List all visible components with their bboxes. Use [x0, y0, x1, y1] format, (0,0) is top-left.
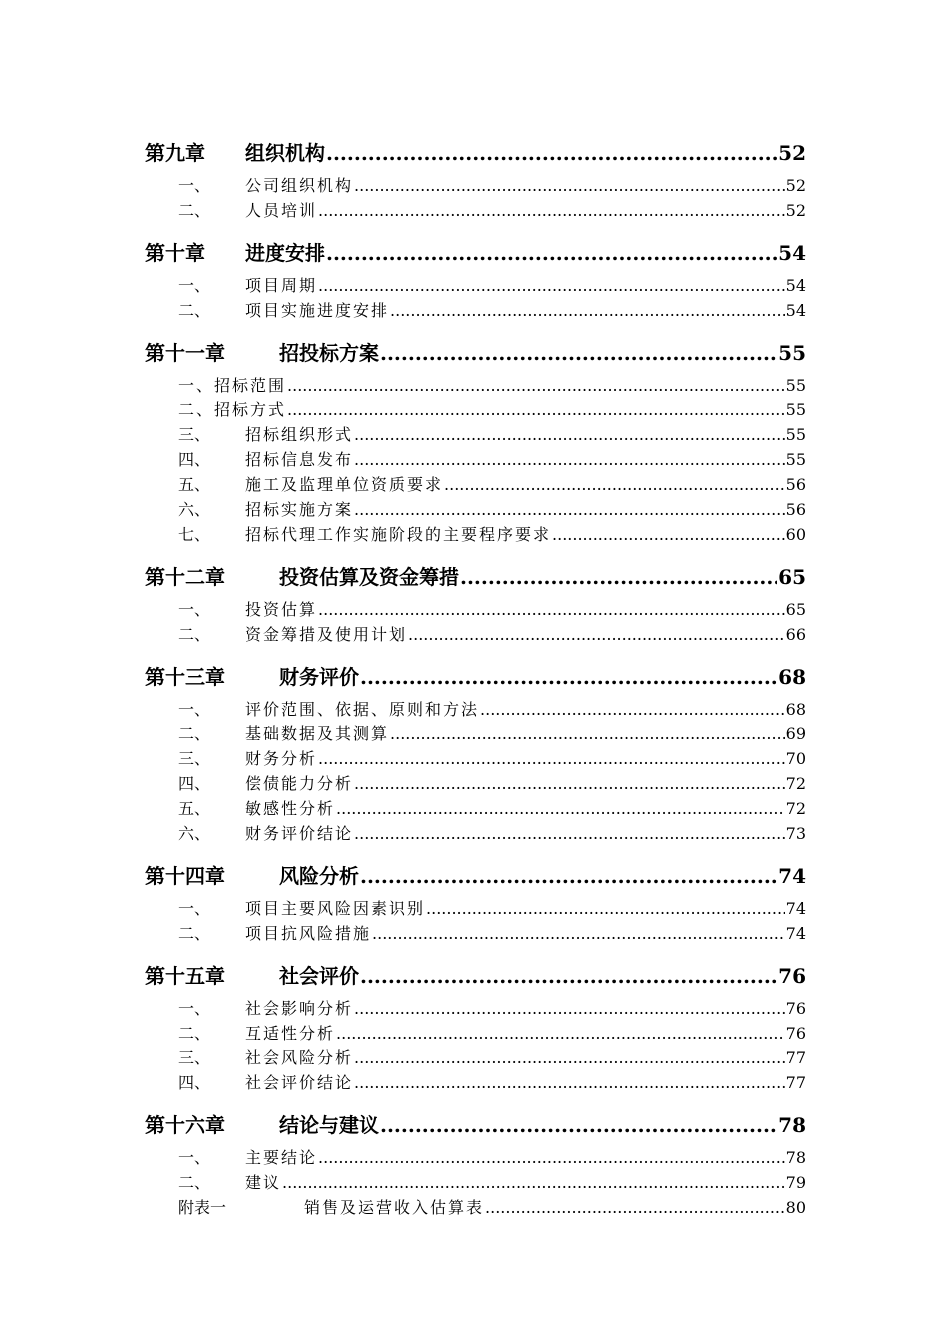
toc-entry-title: 进度安排 — [245, 240, 325, 265]
toc-entry-title: 项目实施进度安排 — [245, 300, 390, 320]
toc-section-entry[interactable] — [145, 199, 806, 224]
chapter-spacer — [145, 847, 806, 853]
toc-page-number: 72 — [785, 774, 806, 794]
toc-section-entry[interactable] — [145, 997, 806, 1022]
toc-entry-number: 四、 — [178, 1073, 211, 1093]
toc-entry-number: 三、 — [178, 1048, 211, 1068]
toc-entry-title: 投资估算及资金筹措 — [279, 564, 459, 589]
toc-entry-number: 三、 — [178, 749, 211, 769]
toc-page-number: 74 — [778, 863, 806, 888]
toc-entry-title: 财务评价 — [279, 664, 359, 689]
toc-dot-leader — [380, 332, 777, 374]
toc-page-number: 78 — [785, 1148, 806, 1168]
toc-page-number: 56 — [785, 500, 806, 520]
toc-dot-leader — [390, 299, 785, 324]
toc-entry-number: 一、 — [178, 1148, 211, 1168]
toc-dot-leader — [354, 1046, 785, 1071]
toc-section-entry[interactable] — [145, 897, 806, 922]
toc-page-number: 55 — [778, 340, 806, 365]
toc-dot-leader — [390, 722, 785, 747]
toc-section-entry[interactable] — [145, 448, 806, 473]
toc-page-number: 52 — [785, 176, 806, 195]
toc-section-entry[interactable] — [145, 423, 806, 448]
toc-dot-leader — [552, 523, 785, 548]
toc-entry-title: 项目抗风险措施 — [245, 923, 372, 943]
toc-page-number: 77 — [785, 1073, 806, 1093]
toc-entry-title: 评价范围、依据、原则和方法 — [245, 699, 480, 719]
toc-dot-leader — [354, 498, 785, 523]
toc-page-number: 73 — [785, 824, 806, 844]
toc-dot-leader — [354, 822, 785, 847]
toc-section-entry[interactable] — [145, 174, 806, 199]
toc-entry-title: 公司组织机构 — [245, 176, 354, 195]
toc-entry-number: 四、 — [178, 450, 211, 470]
toc-page-number: 52 — [785, 200, 806, 220]
toc-entry-title: 社会影响分析 — [245, 998, 354, 1018]
toc-section-entry[interactable] — [145, 1071, 806, 1096]
toc-page-number: 79 — [785, 1173, 806, 1193]
toc-section-entry[interactable] — [145, 922, 806, 947]
toc-dot-leader — [460, 556, 777, 598]
toc-entry-number: 二、 — [178, 400, 215, 420]
toc-dot-leader — [354, 448, 785, 473]
toc-entry-title: 招标实施方案 — [245, 500, 354, 520]
toc-entry-number: 二、 — [178, 923, 211, 943]
toc-appendix-entry[interactable] — [145, 1196, 806, 1221]
toc-page-number: 54 — [785, 300, 806, 320]
toc-entry-title: 招标方式 — [214, 400, 287, 420]
toc-entry-number: 二、 — [178, 200, 211, 220]
toc-entry-title: 招投标方案 — [279, 340, 379, 365]
toc-entry-number: 二、 — [178, 1023, 211, 1043]
toc-page-number: 55 — [785, 450, 806, 470]
toc-page-number: 76 — [785, 998, 806, 1018]
toc-dot-leader — [408, 623, 785, 648]
toc-page-number: 70 — [785, 749, 806, 769]
toc-dot-leader — [360, 656, 777, 698]
toc-dot-leader — [480, 698, 785, 723]
toc-dot-leader — [354, 1071, 785, 1096]
toc-chapter-entry[interactable] — [145, 1104, 806, 1146]
toc-dot-leader — [326, 232, 777, 274]
toc-dot-leader — [426, 897, 785, 922]
toc-entry-number: 一、 — [178, 375, 215, 395]
toc-dot-leader — [318, 274, 785, 299]
toc-entry-title: 招标信息发布 — [245, 450, 354, 470]
toc-section-entry[interactable] — [145, 1022, 806, 1047]
toc-section-entry[interactable] — [145, 598, 806, 623]
toc-entry-title: 敏感性分析 — [245, 799, 336, 819]
toc-section-entry[interactable] — [145, 274, 806, 299]
toc-entry-title: 社会风险分析 — [245, 1048, 354, 1068]
toc-chapter-entry[interactable] — [145, 955, 806, 997]
toc-dot-leader — [380, 1104, 777, 1146]
toc-entry-number: 第十四章 — [145, 863, 225, 888]
toc-entry-title: 招标范围 — [214, 375, 287, 395]
toc-page-number: 56 — [785, 475, 806, 495]
toc-dot-leader — [318, 747, 785, 772]
toc-entry-title: 财务分析 — [245, 749, 318, 769]
toc-entry-number: 第十三章 — [145, 664, 225, 689]
toc-dot-leader — [336, 797, 785, 822]
toc-page-number: 54 — [785, 275, 806, 295]
toc-section-entry[interactable] — [145, 498, 806, 523]
toc-section-entry[interactable] — [145, 1146, 806, 1171]
toc-page-number: 80 — [785, 1198, 806, 1218]
toc-entry-number: 第十二章 — [145, 564, 225, 589]
toc-dot-leader — [372, 922, 785, 947]
toc-dot-leader — [336, 1022, 785, 1047]
toc-dot-leader — [282, 1171, 785, 1196]
toc-page-number: 52 — [778, 141, 806, 165]
toc-entry-number: 三、 — [178, 425, 211, 445]
chapter-spacer — [145, 324, 806, 330]
toc-entry-number: 附表一 — [178, 1198, 227, 1218]
toc-dot-leader — [287, 398, 785, 423]
toc-entry-number: 五、 — [178, 475, 211, 495]
toc-section-entry[interactable] — [145, 722, 806, 747]
toc-page-number: 76 — [778, 963, 806, 988]
toc-entry-title: 施工及监理单位资质要求 — [245, 475, 444, 495]
toc-section-entry[interactable] — [145, 374, 806, 399]
toc-dot-leader — [318, 199, 785, 224]
toc-entry-number: 一、 — [178, 998, 211, 1018]
toc-section-entry[interactable] — [145, 1046, 806, 1071]
toc-section-entry[interactable] — [145, 698, 806, 723]
toc-chapter-entry[interactable] — [145, 332, 806, 374]
chapter-spacer — [145, 548, 806, 554]
toc-entry-number: 二、 — [178, 624, 211, 644]
toc-page-number: 66 — [785, 624, 806, 644]
toc-entry-title: 资金筹措及使用计划 — [245, 624, 408, 644]
toc-entry-title: 基础数据及其测算 — [245, 724, 390, 744]
toc-entry-number: 二、 — [178, 300, 211, 320]
toc-page-number: 65 — [778, 564, 806, 589]
toc-section-entry[interactable] — [145, 747, 806, 772]
toc-section-entry[interactable] — [145, 822, 806, 847]
toc-entry-title: 项目主要风险因素识别 — [245, 898, 426, 918]
toc-entry-number: 一、 — [178, 176, 211, 195]
toc-section-entry[interactable] — [145, 473, 806, 498]
toc-entry-title: 社会评价结论 — [245, 1073, 354, 1093]
toc-chapter-entry[interactable] — [145, 656, 806, 698]
toc-entry-number: 五、 — [178, 799, 211, 819]
toc-entry-number: 第十六章 — [145, 1113, 225, 1138]
toc-page-number: 55 — [785, 400, 806, 420]
toc-section-entry[interactable] — [145, 797, 806, 822]
toc-entry-number: 二、 — [178, 1173, 211, 1193]
toc-entry-number: 一、 — [178, 275, 211, 295]
toc-section-entry[interactable] — [145, 398, 806, 423]
toc-page-number: 55 — [785, 375, 806, 395]
toc-entry-title: 销售及运营收入估算表 — [304, 1198, 485, 1218]
toc-entry-title: 招标组织形式 — [245, 425, 354, 445]
chapter-spacer — [145, 1096, 806, 1102]
toc-entry-number: 二、 — [178, 724, 211, 744]
toc-dot-leader — [444, 473, 785, 498]
toc-entry-number: 六、 — [178, 824, 211, 844]
toc-entry-title: 建议 — [245, 1173, 282, 1193]
toc-page-number: 74 — [785, 923, 806, 943]
toc-page-number: 76 — [785, 1023, 806, 1043]
toc-entry-title: 结论与建议 — [279, 1113, 379, 1138]
toc-page-number: 68 — [785, 699, 806, 719]
toc-entry-title: 风险分析 — [279, 863, 359, 888]
toc-entry-number: 一、 — [178, 699, 211, 719]
toc-page-number: 68 — [778, 664, 806, 689]
toc-entry-number: 四、 — [178, 774, 211, 794]
toc-entry-number: 六、 — [178, 500, 211, 520]
toc-entry-title: 招标代理工作实施阶段的主要程序要求 — [245, 524, 552, 544]
toc-entry-number: 第十章 — [145, 240, 205, 265]
toc-page-number: 60 — [785, 524, 806, 544]
toc-page-number: 78 — [778, 1113, 806, 1138]
toc-entry-title: 互适性分析 — [245, 1023, 336, 1043]
toc-page-number: 55 — [785, 425, 806, 445]
toc-entry-title: 投资估算 — [245, 599, 318, 619]
toc-dot-leader — [354, 174, 785, 199]
chapter-spacer — [145, 224, 806, 230]
toc-page-number: 74 — [785, 898, 806, 918]
toc-entry-number: 七、 — [178, 524, 211, 544]
toc-page-number: 72 — [785, 799, 806, 819]
toc-entry-number: 第十一章 — [145, 340, 225, 365]
toc-entry-number: 第十五章 — [145, 963, 225, 988]
toc-section-entry[interactable] — [145, 623, 806, 648]
chapter-spacer — [145, 947, 806, 953]
toc-page-number: 69 — [785, 724, 806, 744]
toc-dot-leader — [287, 374, 785, 399]
toc-entry-number: 第九章 — [145, 141, 205, 165]
toc-page-number: 54 — [778, 240, 806, 265]
toc-dot-leader — [354, 997, 785, 1022]
toc-dot-leader — [485, 1196, 785, 1221]
toc-entry-title: 财务评价结论 — [245, 824, 354, 844]
toc-section-entry[interactable] — [145, 772, 806, 797]
toc-dot-leader — [354, 423, 785, 448]
chapter-spacer — [145, 648, 806, 654]
toc-dot-leader — [326, 132, 777, 174]
toc-dot-leader — [318, 598, 785, 623]
toc-entry-title: 偿债能力分析 — [245, 774, 354, 794]
toc-page-number: 65 — [785, 599, 806, 619]
toc-dot-leader — [318, 1146, 785, 1171]
toc-section-entry[interactable] — [145, 1171, 806, 1196]
toc-entry-title: 组织机构 — [245, 141, 325, 165]
toc-chapter-entry[interactable] — [145, 556, 806, 598]
toc-entry-title: 社会评价 — [279, 963, 359, 988]
toc-entry-title: 主要结论 — [245, 1148, 318, 1168]
toc-section-entry[interactable] — [145, 523, 806, 548]
table-of-contents — [145, 130, 806, 1221]
toc-dot-leader — [360, 855, 777, 897]
toc-entry-title: 项目周期 — [245, 275, 318, 295]
toc-entry-title: 人员培训 — [245, 200, 318, 220]
toc-dot-leader — [354, 772, 785, 797]
toc-dot-leader — [360, 955, 777, 997]
toc-chapter-entry[interactable] — [145, 132, 806, 174]
toc-chapter-entry[interactable] — [145, 232, 806, 274]
toc-section-entry[interactable] — [145, 299, 806, 324]
toc-chapter-entry[interactable] — [145, 855, 806, 897]
toc-page-number: 77 — [785, 1048, 806, 1068]
toc-entry-number: 一、 — [178, 898, 211, 918]
toc-entry-number: 一、 — [178, 599, 211, 619]
